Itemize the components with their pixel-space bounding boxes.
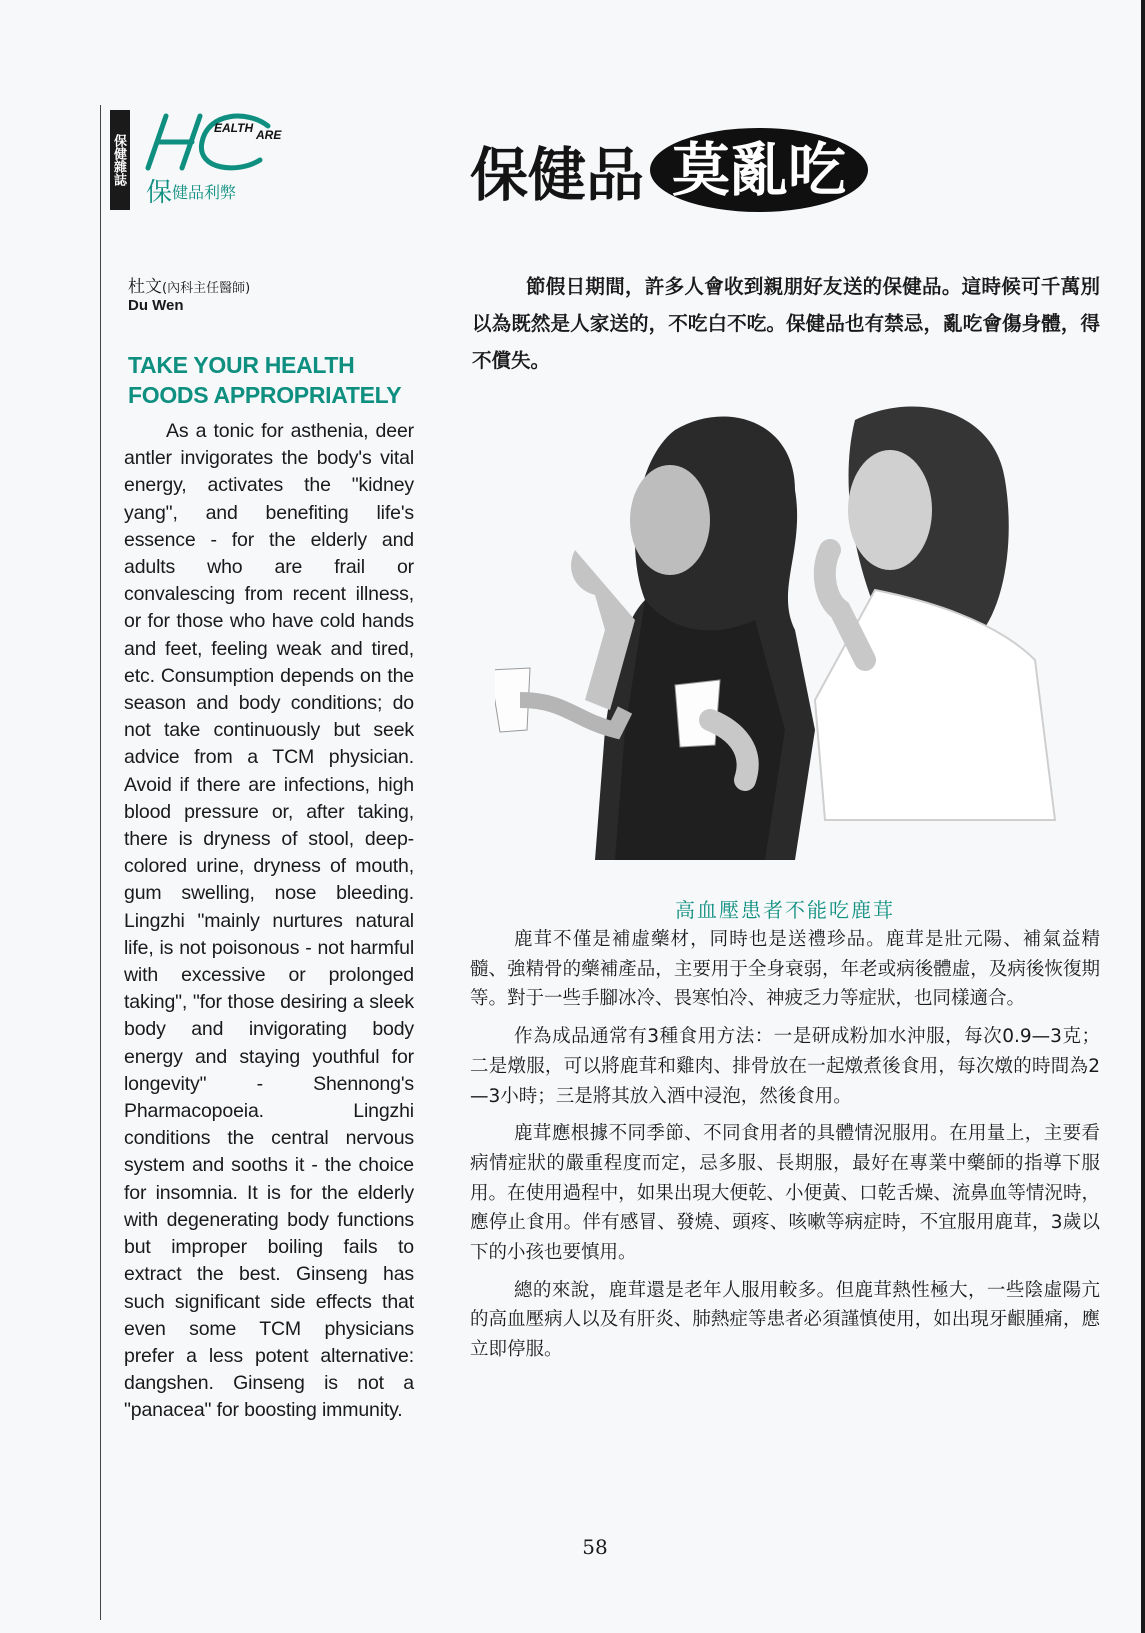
english-body: As a tonic for asthenia, deer antler invigorates the body's vital energy, activates the "kidney yang", and benefiting life's essence - for the elderly and adults who are frail or convalescing from recent illness, or for those who have cold hands and feet, feeling weak and tired, etc. Consumption depends on the season and body conditions; do not take continuously but seek advice from a TCM physician. Avoid if there are infections, high blood pressure or, after taking, there is dryness of stool, deep-colored urine, dryness of mouth, gum swelling, nose bleeding. Lingzhi "mainly nurtures natural life, is not poisonous - not harmful with excessive or prolonged taking", "for those desiring a sleek body and invigorating body energy and staying youthful for longevity" - Shennong's Pharmacopoeia. Lingzhi conditions the central nervous system and sooths it - the choice for insomnia. It is for the elderly with degenerating body functions but improper boiling fails to extract the best. Ginseng has such significant side effects that even some TCM physicians prefer a less potent alternative: dangshen. Ginseng is not a "panacea" for boosting immunity. xyxy=(124,420,414,1422)
column-divider xyxy=(100,105,101,1620)
photo-caption: 高血壓患者不能吃鹿茸 xyxy=(675,898,895,922)
chinese-body xyxy=(470,925,1100,1373)
page-number: 58 xyxy=(582,1535,608,1559)
paragraph-4: 總的來說，鹿茸還是老年人服用較多。但鹿茸熱性極大，一些陰虛陽亢的高血壓病人以及有肝炎、肺熱症等患者必須謹慎使用，如出現牙齦腫痛，應立即停服。 xyxy=(470,1279,1100,1361)
logo-word-health: EALTH xyxy=(214,121,254,135)
paragraph-3: 鹿茸應根據不同季節、不同食用者的具體情況服用。在用量上，主要看病情症狀的嚴重程度而定，忌多服、長期服，最好在專業中藥師的指導下服用。在使用過程中，如果出現大便乾、小便黃、口乾舌燥、流鼻血等情況時，應停止食用。伴有感冒、發燒、頭疼、咳嗽等病症時，不宜服用鹿茸，3歲以下的小孩也要慎用。 xyxy=(470,1123,1100,1264)
lead-paragraph: 節假日期間，許多人會收到親朋好友送的保健品。這時候可千萬別以為既然是人家送的，不吃白不吃。保健品也有禁忌，亂吃會傷身體，得不償失。 xyxy=(472,275,1100,372)
english-title: TAKE YOUR HEALTH FOODS APPROPRIATELY xyxy=(128,352,402,408)
author-en: Du Wen xyxy=(128,297,184,314)
article-title: 保健品 莫亂吃 xyxy=(470,130,868,210)
author-cn: 杜文(內科主任醫師) xyxy=(128,277,251,297)
paragraph-2: 作為成品通常有3種食用方法：一是研成粉加水沖服，每次0.9—3克；二是燉服，可以將鹿茸和雞肉、排骨放在一起燉煮後食用，每次燉的時間為2—3小時；三是將其放入酒中浸泡，然後食用。 xyxy=(470,1026,1100,1107)
magazine-tag: 保健雜誌 xyxy=(110,110,130,210)
logo-word-care: ARE xyxy=(256,128,282,142)
photo-two-women-drinking xyxy=(495,400,1090,860)
author-role: (內科主任醫師) xyxy=(162,281,251,296)
section-label: 保健品利弊 xyxy=(146,178,237,208)
paragraph-1: 鹿茸不僅是補虛藥材，同時也是送禮珍品。鹿茸是壯元陽、補氣益精髓、強精骨的藥補產品，主要用于全身衰弱，年老或病後體虛，及病後恢復期等。對于一些手腳冰冷、畏寒怕冷、神疲乏力等症狀，也同樣適合。 xyxy=(470,929,1100,1010)
page-edge xyxy=(1141,0,1145,1633)
title-highlight: 莫亂吃 xyxy=(650,128,868,212)
